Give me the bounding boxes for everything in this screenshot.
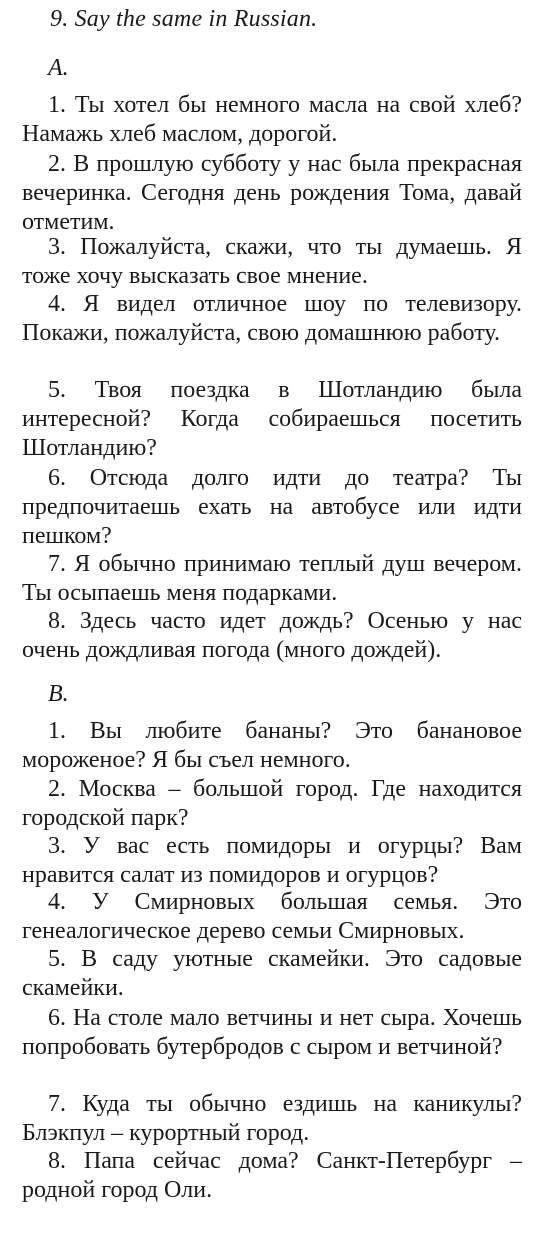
section-b-label: B.: [48, 681, 69, 707]
section-b-item-1: 1. Вы любите бананы? Это банановое мороженое? Я бы съел немного.: [22, 718, 522, 773]
section-b-item-3: 3. У вас есть помидоры и огурцы? Вам нравится салат из помидоров и огурцов?: [22, 833, 522, 888]
section-a-item-5: 5. Твоя поездка в Шотландию была интересной? Когда собираешься посетить Шотландию?: [22, 377, 522, 461]
section-a-item-2: 2. В прошлую субботу у нас была прекрасная вечеринка. Сегодня день рождения Тома, давай отметим.: [22, 151, 522, 235]
section-b-item-4: 4. У Смирновых большая семья. Это генеалогическое дерево семьи Смирновых.: [22, 889, 522, 944]
section-b-item-5: 5. В саду уютные скамейки. Это садовые скамейки.: [22, 946, 522, 1001]
section-a-item-1: 1. Ты хотел бы немного масла на свой хлеб? Намажь хлеб маслом, дорогой.: [22, 92, 522, 147]
section-b-item-2: 2. Москва – большой город. Где находится городской парк?: [22, 776, 522, 831]
section-a-item-8: 8. Здесь часто идет дождь? Осенью у нас очень дождливая погода (много дождей).: [22, 608, 522, 663]
section-a-label: A.: [48, 55, 69, 81]
section-a-item-7: 7. Я обычно принимаю теплый душ вечером. Ты осыпаешь меня подарками.: [22, 551, 522, 606]
section-a-item-3: 3. Пожалуйста, скажи, что ты думаешь. Я тоже хочу высказать свое мнение.: [22, 234, 522, 289]
section-b-item-8: 8. Папа сейчас дома? Санкт-Петербург – родной город Оли.: [22, 1148, 522, 1203]
section-b-item-6: 6. На столе мало ветчины и нет сыра. Хочешь попробовать бутербродов с сыром и ветчиной?: [22, 1005, 522, 1060]
section-a-item-4: 4. Я видел отличное шоу по телевизору. Покажи, пожалуйста, свою домашнюю работу.: [22, 291, 522, 346]
section-a-item-6: 6. Отсюда долго идти до театра? Ты предпочитаешь ехать на автобусе или идти пешком?: [22, 465, 522, 549]
exercise-title: 9. Say the same in Russian.: [50, 6, 318, 32]
section-b-item-7: 7. Куда ты обычно ездишь на каникулы? Блэкпул – курортный город.: [22, 1091, 522, 1146]
